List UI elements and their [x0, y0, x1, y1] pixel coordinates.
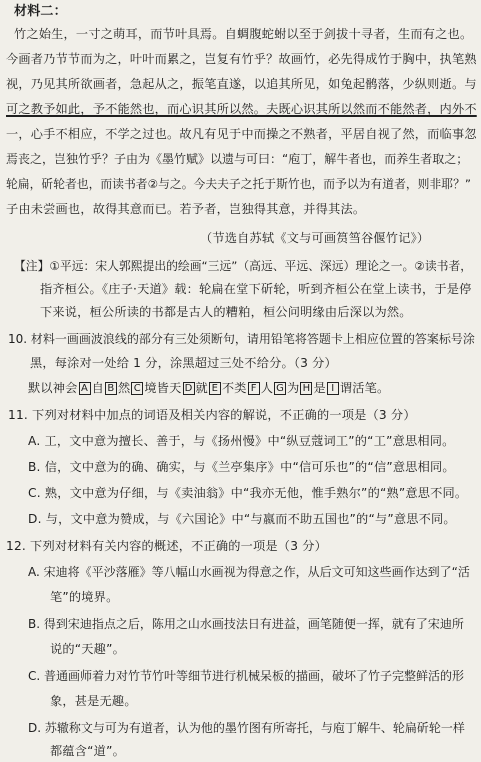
q10-option-box-a[interactable]: A: [79, 382, 91, 395]
q10-segment: 人: [260, 381, 274, 395]
passage-line-4: 可之教予如此，予不能然也，而心识其所以然。夫既心识其所以然而不能然者，内外不: [6, 102, 477, 116]
q10-stem-line-1: 10. 材料一画画波浪线的部分有三处须断句，请用铅笔将答题卡上相应位置的答案标号涂: [8, 332, 475, 346]
passage-line-2: 今画者乃节节而为之，叶叶而累之，岂复有竹乎？故画竹，必先得成竹于胸中，执笔熟: [6, 52, 477, 66]
passage-line-1: 竹之始生，一寸之萌耳，而节叶具焉。自蜩腹蛇蚹以至于剑拔十寻者，生而有之也。: [14, 27, 473, 41]
q10-option-box-e[interactable]: E: [209, 382, 221, 395]
q11-option-c[interactable]: C. 熟，文中意为仔细，与《卖油翁》中“我亦无他，惟手熟尔”的“熟”意思不同。: [28, 486, 468, 500]
passage-line-6: 焉丧之，岂独竹乎？子由为《墨竹赋》以遗与可曰：“庖丁，解牛者也，而养生者取之；: [6, 152, 469, 166]
q12-option-d-line-1[interactable]: D. 苏辙称文与可为有道者，认为他的墨竹图有所寄托，与庖丁解牛、轮扁斫轮一样: [28, 721, 465, 735]
q10-segment: 境皆天: [144, 381, 182, 395]
q12-option-b-line-1[interactable]: B. 得到宋迪指点之后，陈用之山水画技法日有进益，画笔随便一挥，就有了宋迪所: [28, 617, 464, 631]
q10-option-box-d[interactable]: D: [183, 382, 195, 395]
q11-option-a[interactable]: A. 工，文中意为擅长、善于，与《扬州慢》中“纵豆蔻词工”的“工”意思相同。: [28, 434, 455, 448]
q12-option-a-line-2[interactable]: 笔”的境界。: [50, 590, 119, 604]
q10-option-box-c[interactable]: C: [131, 382, 143, 395]
q10-segment: 谓活笔。: [339, 381, 390, 395]
passage-line-8: 子由未尝画也，故得其意而已。若予者，岂独得其意，并得其法。: [6, 202, 366, 216]
q10-segment: 然: [117, 381, 131, 395]
q12-option-d-line-2[interactable]: 都蕴含“道”。: [50, 744, 125, 758]
notes-line-1: 【注】①平远：宋人郭熙提出的绘画“三远”（高远、平远、深远）理论之一。②读书者，: [14, 259, 473, 273]
q10-segment: 是: [313, 381, 326, 395]
q10-option-box-g[interactable]: G: [274, 382, 286, 395]
passage-line-5: 一，心手不相应，不学之过也。故凡有见于中而操之不熟者，平居自视了然，而临事忽: [6, 127, 477, 141]
passage-line-3: 视，乃见其所欲画者，急起从之，振笔直遂，以追其所见，如兔起鹘落，少纵则逝。与: [6, 77, 477, 91]
q12-option-c-line-1[interactable]: C. 普通画师着力对竹节竹叶等细节进行机械呆板的描画，破坏了竹子完整鲜活的形: [28, 669, 465, 683]
q11-stem: 11. 下列对材料中加点的词语及相关内容的解说，不正确的一项是（3 分）: [8, 408, 416, 422]
q12-option-b-line-2[interactable]: 说的“天趣”。: [50, 642, 125, 656]
q10-segment: 为: [287, 381, 300, 395]
q10-option-box-h[interactable]: H: [300, 382, 312, 395]
q10-sentence: [28, 380, 389, 396]
notes-line-2: 指齐桓公。《庄子·天道》载：轮扁在堂下斫轮，听到齐桓公在堂上读书，于是停: [40, 282, 472, 296]
notes-line-3: 下来说，桓公所读的书都是古人的糟粕，桓公问明缘由后深以为然。: [40, 305, 412, 319]
passage-line-7: 轮扁，斫轮者也，而读书者②与之。今夫夫子之托于斯竹也，而予以为有道者，则非耶？”: [6, 177, 471, 191]
q11-option-d[interactable]: D. 与，文中意为赞成，与《六国论》中“与嬴而不助五国也”的“与”意思不同。: [28, 512, 456, 526]
q11-option-b[interactable]: B. 信，文中意为的确、确实，与《兰亭集序》中“信可乐也”的“信”意思相同。: [28, 460, 455, 474]
passage-source: （节选自苏轼《文与可画筼筜谷偃竹记》）: [200, 231, 430, 245]
q10-option-box-i[interactable]: I: [327, 382, 339, 395]
q12-stem: 12. 下列对材料有关内容的概述，不正确的一项是（3 分）: [6, 539, 327, 553]
q12-option-c-line-2[interactable]: 象，甚是无趣。: [50, 694, 137, 708]
q10-segment: 自: [91, 381, 104, 395]
q10-option-box-b[interactable]: B: [105, 382, 117, 395]
q10-option-box-f[interactable]: F: [248, 382, 260, 395]
q10-stem-line-2: 黑，每涂对一处给 1 分，涂黑超过三处不给分。（3 分）: [30, 356, 337, 370]
q12-option-a-line-1[interactable]: A. 宋迪将《平沙落雁》等八幅山水画视为得意之作，从后文可知这些画作达到了“活: [28, 565, 470, 579]
q10-segment: 就: [195, 381, 208, 395]
q10-segment: 默以神会: [28, 381, 78, 395]
q10-segment: 不类: [221, 381, 247, 395]
material-title: 材料二：: [14, 4, 67, 19]
